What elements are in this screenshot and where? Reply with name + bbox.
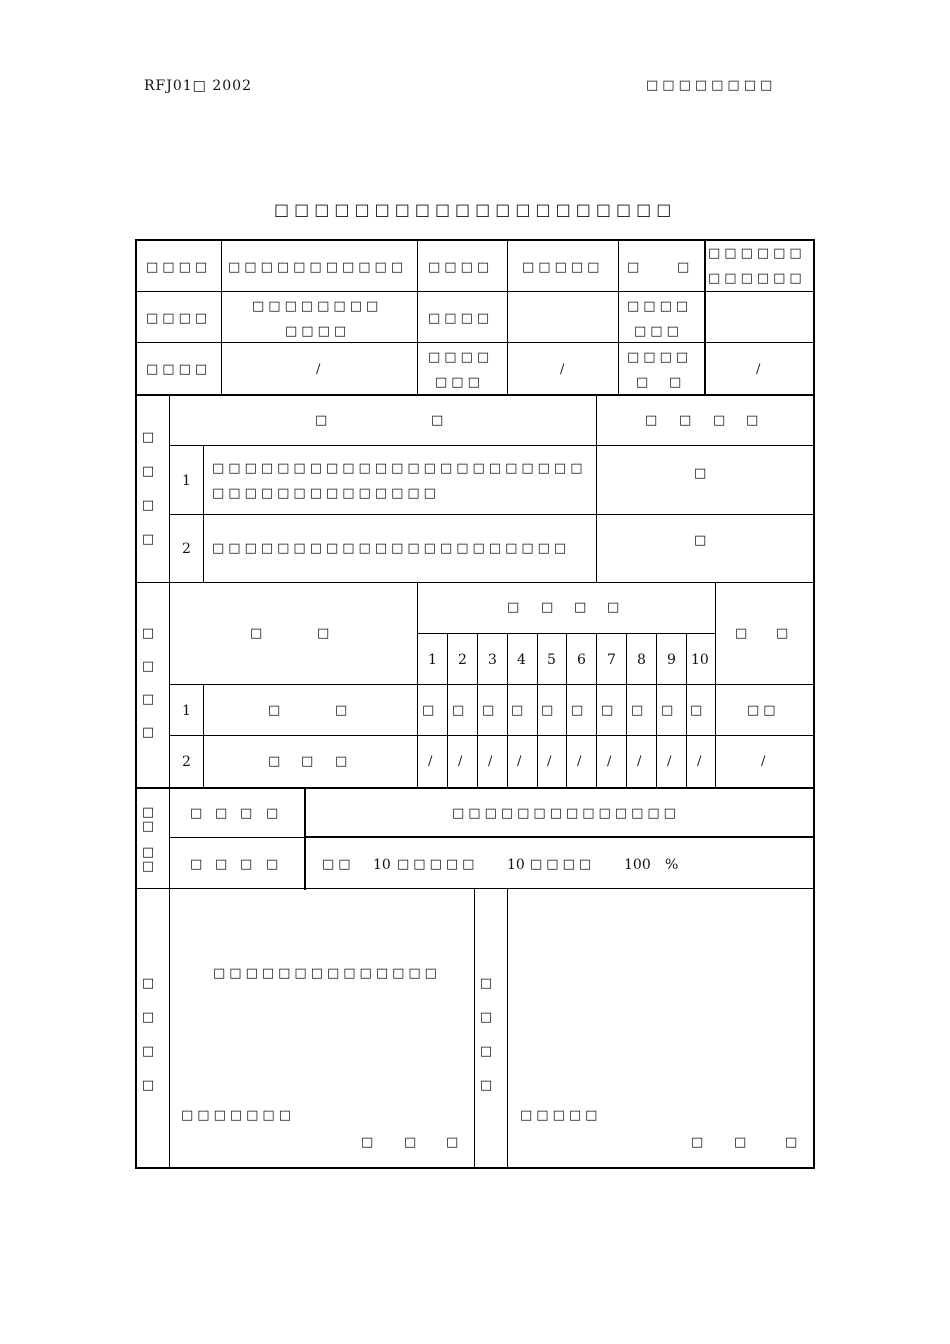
section1-row1-line1: □□□□□□□□□□□□□□□□□□□□□□□ [212, 461, 587, 476]
info-r3-label3b2: □ [669, 375, 686, 390]
col-1: 1 [428, 652, 437, 668]
section3-row1-label-c: □ [240, 806, 257, 821]
section1-head-result-b: □ [679, 413, 696, 428]
section2-head-item-b: □ [317, 626, 334, 641]
section2-row2-val-10: / [697, 754, 706, 769]
section4-right-date-y: □ [691, 1135, 708, 1150]
section3-row2-label-c: □ [240, 857, 257, 872]
section4-right-date-m: □ [734, 1135, 751, 1150]
section1-head-result-d: □ [746, 413, 763, 428]
section1-head-result-c: □ [713, 413, 730, 428]
info-r1-value3a: □□□□□□ [708, 246, 806, 261]
section1-row2-result: □ [694, 533, 711, 548]
section2-row2-name-a: □ [268, 754, 285, 769]
section2-row1-val-6: □ [571, 703, 588, 718]
section3-row1-label-a: □ [190, 806, 207, 821]
section4-right-sign: □□□□□ [520, 1108, 602, 1123]
section4-left-text: □□□□□□□□□□□□□□ [213, 966, 441, 981]
section2-row1-val-8: □ [631, 703, 648, 718]
section2-row2-note: / [761, 754, 770, 769]
info-r1-label3a: □ [627, 260, 644, 275]
section4-left-date-y: □ [361, 1135, 378, 1150]
section2-row2-name-c: □ [335, 754, 352, 769]
section2-row2-val-1: / [428, 754, 437, 769]
section2-row1-note: □□ [747, 703, 780, 718]
section3-row2-d: 10 [507, 857, 525, 873]
section3-row2-b: 10 [373, 857, 391, 873]
section1-head-item-b: □ [431, 413, 448, 428]
section3-side-label: □ □ □ □ [141, 805, 155, 874]
section1-row1-no: 1 [182, 473, 191, 489]
info-r1-value3b: □□□□□□ [708, 271, 806, 286]
info-r3-value1: / [316, 362, 325, 377]
section2-row1-val-2: □ [452, 703, 469, 718]
info-r3-label1: □□□□ [146, 362, 212, 377]
section2-row2-val-5: / [547, 754, 556, 769]
col-5: 5 [547, 652, 556, 668]
section2-row1-val-7: □ [601, 703, 618, 718]
section2-side-label: □ □ □ □ [141, 626, 155, 740]
section2-row2-val-6: / [577, 754, 586, 769]
section1-head-item-a: □ [315, 413, 332, 428]
section2-row1-val-1: □ [422, 703, 439, 718]
section1-row2-line1: □□□□□□□□□□□□□□□□□□□□□□ [212, 541, 571, 556]
col-6: 6 [577, 652, 586, 668]
col-3: 3 [488, 652, 497, 668]
section3-row2-label-d: □ [266, 857, 283, 872]
col-2: 2 [458, 652, 467, 668]
section3-row2-a: □□ [322, 857, 355, 872]
section2-row2-name-b: □ [301, 754, 318, 769]
form-code: RFJ01□ 2002 [144, 78, 252, 94]
section2-row2-val-2: / [458, 754, 467, 769]
section2-row2-val-3: / [488, 754, 497, 769]
section2-row2-val-4: / [517, 754, 526, 769]
section4-left-sign: □□□□□□□ [181, 1108, 295, 1123]
col-8: 8 [637, 652, 646, 668]
info-r2-label3a: □□□□ [627, 299, 693, 314]
section3-row2-label-b: □ [215, 857, 232, 872]
section3-row1-label-d: □ [266, 806, 283, 821]
section2-head-points-c: □ [574, 600, 591, 615]
section2-head-note-b: □ [776, 626, 793, 641]
col-10: 10 [691, 652, 709, 668]
section2-row1-val-9: □ [661, 703, 678, 718]
info-r1-label3b: □ [677, 260, 694, 275]
info-r2-label1: □□□□ [146, 311, 212, 326]
info-r2-value1a: □□□□□□□□ [252, 299, 383, 314]
section2-row1-val-4: □ [511, 703, 528, 718]
info-r2-value1b: □□□□ [285, 324, 351, 339]
page-title: □□□□□□□□□□□□□□□□□□□□ [274, 200, 677, 219]
info-r3-label3a: □□□□ [627, 350, 693, 365]
info-r3-value2: / [560, 362, 569, 377]
section1-row1-line2: □□□□□□□□□□□□□□ [212, 486, 440, 501]
section3-row2-e: □□□□ [530, 857, 596, 872]
section3-row1-value: □□□□□□□□□□□□□□ [452, 806, 680, 821]
col-9: 9 [667, 652, 676, 668]
section3-row2-c: □□□□□ [397, 857, 479, 872]
info-r1-value1: □□□□□□□□□□□ [228, 260, 408, 275]
section1-head-result-a: □ [645, 413, 662, 428]
col-7: 7 [607, 652, 616, 668]
col-4: 4 [517, 652, 526, 668]
section2-head-points-a: □ [507, 600, 524, 615]
section2-head-item-a: □ [250, 626, 267, 641]
info-r3-label2a: □□□□ [428, 350, 494, 365]
section3-row2-f: 100 [624, 857, 651, 873]
section2-row1-no: 1 [182, 703, 191, 719]
section1-row2-no: 2 [182, 541, 191, 557]
section3-row1-label-b: □ [215, 806, 232, 821]
section2-head-points-d: □ [607, 600, 624, 615]
info-r1-label2: □□□□ [428, 260, 494, 275]
section2-head-points-b: □ [541, 600, 558, 615]
section4-right-side-label: □ □ □ □ [479, 976, 493, 1093]
info-r3-label2b: □□□ [435, 375, 484, 390]
section4-left-date-d: □ [446, 1135, 463, 1150]
section4-left-date-m: □ [404, 1135, 421, 1150]
section1-row1-result: □ [694, 466, 711, 481]
info-r3-label3b1: □ [636, 375, 653, 390]
section4-right-date-d: □ [785, 1135, 802, 1150]
section2-row1-val-10: □ [690, 703, 707, 718]
info-r2-label3b: □□□ [634, 324, 683, 339]
info-r2-label2: □□□□ [428, 311, 494, 326]
section2-row2-no: 2 [182, 754, 191, 770]
section2-row1-val-5: □ [541, 703, 558, 718]
section2-row2-val-8: / [637, 754, 646, 769]
header-right-text: □□□□□□□□ [646, 78, 777, 93]
section4-left-side-label: □ □ □ □ [141, 976, 155, 1093]
info-r3-value3: / [756, 362, 765, 377]
section2-row1-name-a: □ [268, 703, 285, 718]
section2-row2-val-7: / [607, 754, 616, 769]
info-r1-label1: □□□□ [146, 260, 212, 275]
section3-row2-g: % [665, 857, 679, 873]
section3-row2-label-a: □ [190, 857, 207, 872]
section1-side-label: □ □ □ □ [141, 430, 155, 547]
section2-row2-val-9: / [667, 754, 676, 769]
section2-head-note-a: □ [735, 626, 752, 641]
info-r1-value2: □□□□□ [522, 260, 604, 275]
section2-row1-val-3: □ [482, 703, 499, 718]
section2-row1-name-b: □ [335, 703, 352, 718]
